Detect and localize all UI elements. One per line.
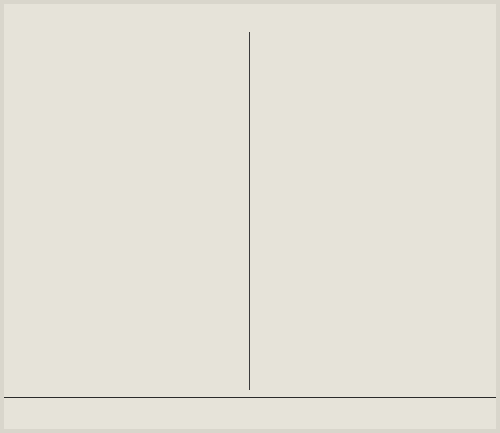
newspaper-page	[4, 4, 496, 429]
article-column-left	[10, 32, 241, 390]
footer-divider	[4, 397, 496, 398]
masthead-footer	[10, 402, 490, 424]
column-divider	[249, 32, 250, 390]
article-column-right	[259, 32, 490, 390]
